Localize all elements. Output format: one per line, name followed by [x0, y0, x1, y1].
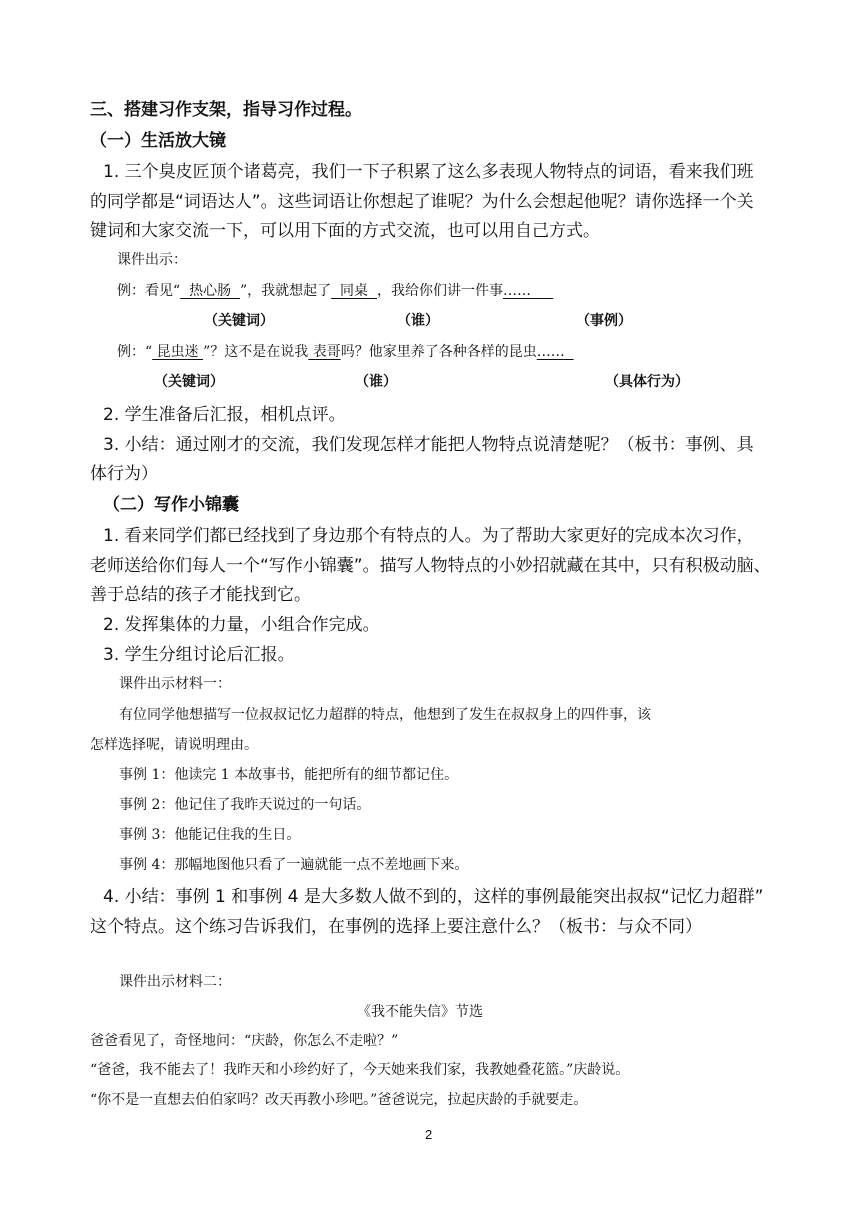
list-item: 事例 3：他能记住我的生日。 — [119, 827, 301, 843]
material-label: 课件出示材料一： — [119, 676, 231, 692]
paragraph: 2. 发挥集体的力量，小组合作完成。 — [103, 615, 380, 635]
blank-label: （具体行为） — [605, 374, 689, 390]
paragraph-line: 老师送给你们每人一个“写作小锦囊”。描写人物特点的小妙招就藏在其中，只有积极动脑、 — [90, 556, 771, 576]
paragraph-line: 的同学都是“词语达人”。这些词语让你想起了谁呢？为什么会想起他呢？请你选择一个关 — [90, 192, 754, 212]
example-mid: 吗？他家里养了各种各样的昆虫 — [340, 344, 537, 360]
subsection-title: （二）写作小锦囊 — [103, 495, 239, 515]
behavior-blank: …… — [536, 344, 574, 360]
paragraph-line: 4. 小结：事例 1 和事例 4 是大多数人做不到的，这样的事例最能突出叔叔“记忆力超群” — [103, 887, 764, 907]
section-heading: 三、搭建习作支架，指导习作过程。 — [90, 100, 362, 120]
paragraph-line: 键词和大家交流一下，可以用下面的方式交流，也可以用自己方式。 — [90, 221, 600, 241]
paragraph-line: 善于总结的孩子才能找到它。 — [90, 585, 311, 605]
courseware-label: 课件出示： — [117, 252, 187, 268]
example-mid: ”？这不是在说我 — [203, 344, 309, 360]
paragraph-line: 这个特点。这个练习告诉我们，在事例的选择上要注意什么？（板书：与众不同） — [90, 917, 702, 937]
keyword-blank: 热心肠 — [180, 283, 240, 299]
paragraph-line: 爸爸看见了，奇怪地问：“庆龄，你怎么不走啦？” — [90, 1033, 399, 1049]
excerpt-title: 《我不能失信》节选 — [357, 1004, 483, 1020]
paragraph-line: “你不是一直想去伯伯家吗？改天再教小珍吧。”爸爸说完，拉起庆龄的手就要走。 — [90, 1092, 588, 1108]
paragraph: 2. 学生准备后汇报，相机点评。 — [103, 405, 346, 425]
example-prefix: 例：“ — [117, 344, 153, 360]
paragraph-line: 1. 三个臭皮匠顶个诸葛亮，我们一下子积累了这么多表现人物特点的词语，看来我们班 — [103, 162, 754, 182]
who-blank: 表哥 — [308, 344, 341, 360]
material-label: 课件出示材料二： — [119, 974, 231, 990]
list-item: 事例 2：他记住了我昨天说过的一句话。 — [119, 797, 371, 813]
subsection-title: （一）生活放大镜 — [90, 131, 226, 151]
paragraph-line: 有位同学他想描写一位叔叔记忆力超群的特点，他想到了发生在叔叔身上的四件事，该 — [119, 707, 651, 723]
blank-label: （事例） — [576, 313, 632, 329]
event-blank: …… — [502, 283, 554, 299]
blank-label: （谁） — [355, 374, 397, 390]
paragraph-line: 怎样选择呢，请说明理由。 — [90, 737, 258, 753]
list-item: 事例 4：那幅地图他只看了一遍就能一点不差地画下来。 — [119, 857, 469, 873]
who-blank: 同桌 — [331, 283, 377, 299]
blank-label: （关键词） — [154, 374, 224, 390]
example-sentence — [117, 280, 553, 300]
paragraph-line: 3. 小结：通过刚才的交流，我们发现怎样才能把人物特点说清楚呢？（板书：事例、具 — [103, 435, 754, 455]
blank-label: （关键词） — [204, 313, 274, 329]
example-sentence — [117, 341, 574, 361]
paragraph-line: 1. 看来同学们都已经找到了身边那个有特点的人。为了帮助大家更好的完成本次习作， — [103, 526, 754, 546]
example-mid: ，我给你们讲一件事 — [376, 283, 503, 299]
example-prefix: 例：看见“ — [117, 283, 181, 299]
blank-label: （谁） — [397, 313, 439, 329]
example-mid: ”，我就想起了 — [239, 283, 332, 299]
page-number: 2 — [425, 1127, 433, 1142]
paragraph-line: 体行为） — [90, 464, 158, 484]
paragraph-line: “爸爸，我不能去了！我昨天和小珍约好了，今天她来我们家，我教她叠花篮。”庆龄说。 — [90, 1062, 630, 1078]
paragraph: 3. 学生分组讨论后汇报。 — [103, 645, 295, 665]
list-item: 事例 1：他读完 1 本故事书，能把所有的细节都记住。 — [119, 767, 459, 783]
keyword-blank: 昆虫迷 — [152, 344, 204, 360]
